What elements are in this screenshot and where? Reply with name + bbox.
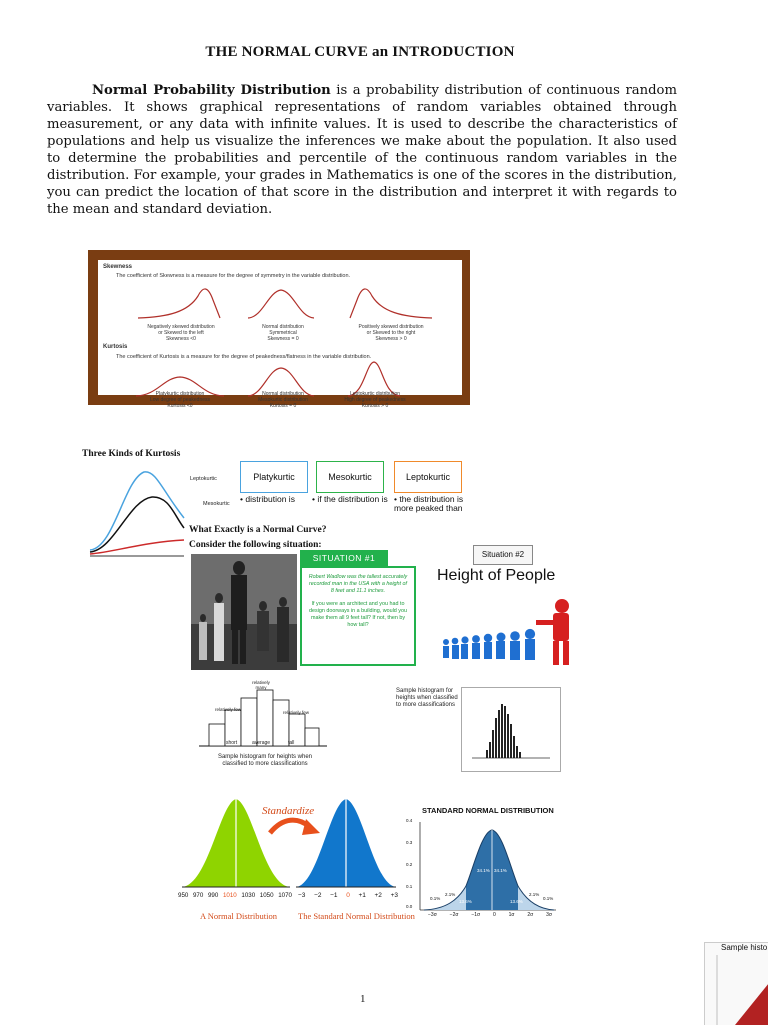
people-silhouettes [191,554,297,670]
situation1-fact: Robert Wadlow was the tallest accurately recorded man in the USA with a height of 8 feet and 11.1 inches. [308,574,408,594]
page-number: 1 [360,993,366,1005]
pos-skew-caption: Positively skewed distribution or Skewed to the right Skewness > 0 [358,324,424,342]
histogram-right-box [461,687,561,772]
kurtosis-desc: The coefficient of Kurtosis is a measure for the degree of peakedness/flatness in the variable distribution. [116,354,372,360]
meso-caption: Normal distribution Mesokurtic distribution Kurtosis = 0 [258,391,308,409]
platy-line [90,540,184,554]
hist-left-caption: Sample histogram for heights when classified to more classifications [217,754,313,767]
normal-dist-caption: A Normal Distribution [200,911,277,921]
thumb-chart [705,943,768,1025]
std-x-ticks: −3σ −2σ −1σ 0 1σ 2σ 3σ [428,912,552,918]
hist-label-average: average [252,740,271,746]
skewness-curves [98,282,460,322]
paragraph-body: is a probability distribution of continuous random variables. It shows graphical representations of random variables obtained through measurement, or any data with infinite values. It is used to describe the characteristics of populations and help us visualize the inferences we make about the population. It also used to determine the probabilities and percentile of the continuous random variables in the distribution. For example, your grades in Mathematics is one of the scores in the distribution, you can predict the location of that score in the distribution and interpret it with regards to the mean and standard deviation. [47,83,677,217]
left-ticks: 950 970 990 1010 1030 1050 1070 [178,892,292,899]
std-normal-caption: The Standard Normal Distribution [298,911,415,921]
pos-skew-curve [350,289,432,318]
normal-curve [248,290,314,318]
document-title: THE NORMAL CURVE an INTRODUCTION [205,44,515,60]
neg-skew-curve [138,289,220,318]
situation1-question: If you were an architect and you had to design doorways in a building, would you make them all 9 feet tall? If not, then by how tall? [309,601,407,628]
wadlow-photo [191,554,297,670]
lepto-caption: Leptokurtic distribution High degree of peakedness Kurtosis > 0 [344,391,406,409]
figure-inner [98,260,462,409]
leptokurtic-box: Leptokurtic [394,461,462,493]
kurtosis-heading: Kurtosis [103,344,128,350]
std-normal-title: STANDARD NORMAL DISTRIBUTION [422,806,554,815]
hist-label-many: relatively many [252,680,270,690]
right-ticks: −3 −2 −1 0 +1 +2 +3 [298,892,398,899]
standardize-label: Standardize [262,805,315,817]
neg-skew-caption: Negatively skewed distribution or Skewed to the left Skewness <0 [147,324,215,342]
skewness-heading: Skewness [103,264,133,270]
mesokurtic-box: Mesokurtic [316,461,384,493]
hist-right-caption: Sample histogram for heights when classified to more classifications [396,688,458,708]
next-page-thumbnail[interactable] [704,942,768,1025]
leptokurtic-text: • the distribution is more peaked than [394,495,464,513]
people-line-illustration [440,594,580,668]
situation1-badge: SITUATION #1 [300,550,388,566]
meso-line [90,497,184,552]
hist-label-short: short [226,740,238,746]
intro-line-1: What Exactly is a Normal Curve? [189,525,327,535]
intro-paragraph [47,82,677,218]
platykurtic-text: • distribution is [240,495,295,504]
hist-label-tall: tall [288,740,295,746]
intro-line-2: Consider the following situation: [189,540,322,550]
skewness-desc: The coefficient of Skewness is a measure for the degree of symmetry in the variable distribution. [116,273,351,279]
std-y-ticks: 0.4 0.3 0.2 0.1 0.0 [406,818,413,909]
mesokurtic-text: • if the distribution is [312,495,388,504]
leptokurtic-label: Leptokurtic [190,476,217,482]
histogram-right [462,688,560,771]
skewness-kurtosis-figure [88,250,470,409]
hist-label-few-right: relatively few [283,710,310,715]
mesokurtic-label: Mesokurtic [203,501,230,507]
platykurtic-box: Platykurtic [240,461,308,493]
situation1-card [300,566,416,666]
normal-curve-intro [189,523,326,553]
kurtosis-title: Three Kinds of Kurtosis [82,449,181,459]
platy-caption: Platykurtic distribution Low degree of peakedness Kurtosis <0 [149,391,211,409]
hist-label-few-left: relatively few [215,707,242,712]
thumb-text: Sample histo [721,943,768,952]
situation2-badge: Situation #2 [473,545,533,565]
height-of-people-title: Height of People [437,567,556,584]
normal-caption: Normal distribution Symmetrical Skewness = 0 [262,324,304,342]
term-bold: Normal Probability Distribution [92,83,331,98]
lepto-line [90,472,184,550]
